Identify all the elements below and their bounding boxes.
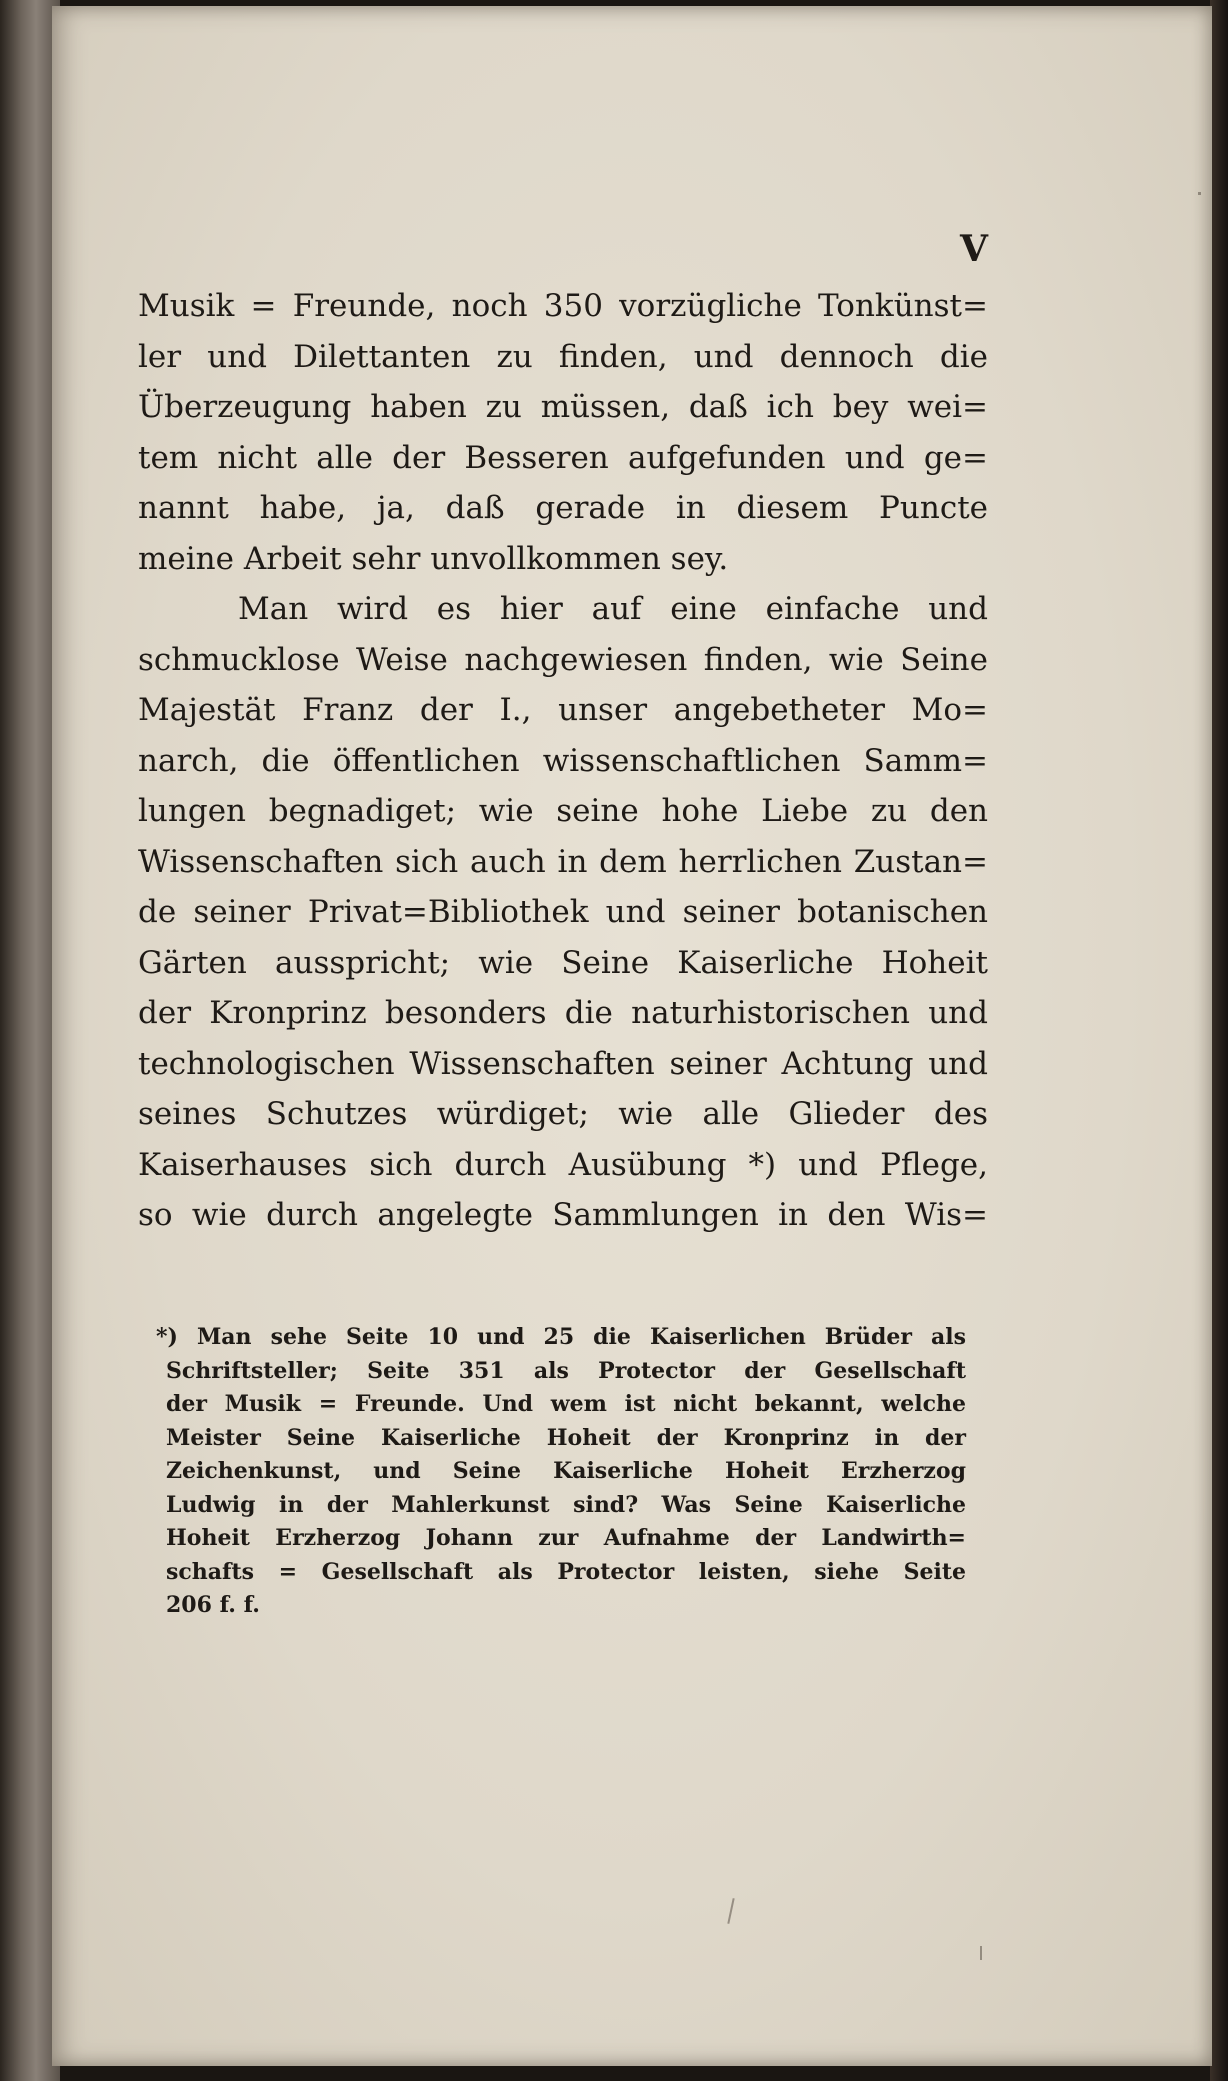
book-binding-edge <box>0 0 60 2081</box>
body-line: Man wird es hier auf eine einfache und <box>238 591 988 627</box>
footnote-line: Schriftsteller; Seite 351 als Protector der Gesellschaft <box>166 1357 966 1384</box>
body-line: tem nicht alle der Besseren aufgefunden und ge= <box>138 439 988 476</box>
body-line: Musik = Freunde, noch 350 vorzügliche Tonkünst= <box>138 288 988 324</box>
footnote <box>156 1321 966 1623</box>
body-text <box>138 281 988 1241</box>
body-line: nannt habe, ja, daß gerade in diesem Puncte <box>138 490 988 526</box>
footnote-line: der Musik = Freunde. Und wem ist nicht bekannt, welche <box>166 1391 966 1417</box>
body-line: narch, die öffentlichen wissenschaftlichen Samm= <box>138 742 988 779</box>
body-line: Kaiserhauses sich durch Ausübung *) und Pflege, <box>138 1146 988 1183</box>
body-line: Überzeugung haben zu müssen, daß ich bey wei= <box>138 389 988 425</box>
paper-speck <box>980 1946 982 1960</box>
body-line: Wissenschaften sich auch in dem herrlichen Zustan= <box>138 843 988 880</box>
body-line: ler und Dilettanten zu finden, und dennoch die <box>138 338 988 375</box>
footnote-line: 206 f. f. <box>166 1592 260 1618</box>
body-line: lungen begnadiget; wie seine hohe Liebe zu den <box>138 793 988 829</box>
footnote-line: schafts = Gesellschaft als Protector leisten, siehe Seite <box>166 1558 966 1585</box>
paper-speck <box>727 1898 734 1924</box>
footnote-line: Zeichenkunst, und Seine Kaiserliche Hoheit Erzherzog <box>166 1458 966 1484</box>
body-line: technologischen Wissenschaften seiner Achtung und <box>138 1045 988 1082</box>
footnote-line: Meister Seine Kaiserliche Hoheit der Kronprinz in der <box>166 1424 966 1451</box>
footnote-line: Ludwig in der Mahlerkunst sind? Was Seine Kaiserliche <box>166 1491 966 1518</box>
footnote-line: *) Man sehe Seite 10 und 25 die Kaiserlichen Brüder als <box>156 1324 966 1350</box>
body-line: seines Schutzes würdiget; wie alle Glieder des <box>138 1096 988 1132</box>
footnote-line: Hoheit Erzherzog Johann zur Aufnahme der Landwirth= <box>166 1525 966 1551</box>
body-line: Majestät Franz der I., unser angebetheter Mo= <box>138 692 988 728</box>
body-line: meine Arbeit sehr unvollkommen sey. <box>138 540 729 577</box>
page-number: V <box>960 228 988 270</box>
body-line: de seiner Privat=Bibliothek und seiner botanischen <box>138 894 988 930</box>
paper-speck <box>1198 192 1201 195</box>
body-line: so wie durch angelegte Sammlungen in den Wis= <box>138 1197 988 1233</box>
book-page <box>52 6 1212 2066</box>
book-fore-edge <box>1210 0 1228 2081</box>
body-line: schmucklose Weise nachgewiesen finden, wie Seine <box>138 641 988 678</box>
body-line: Gärten ausspricht; wie Seine Kaiserliche Hoheit <box>138 944 988 981</box>
body-line: der Kronprinz besonders die naturhistorischen und <box>138 995 988 1031</box>
